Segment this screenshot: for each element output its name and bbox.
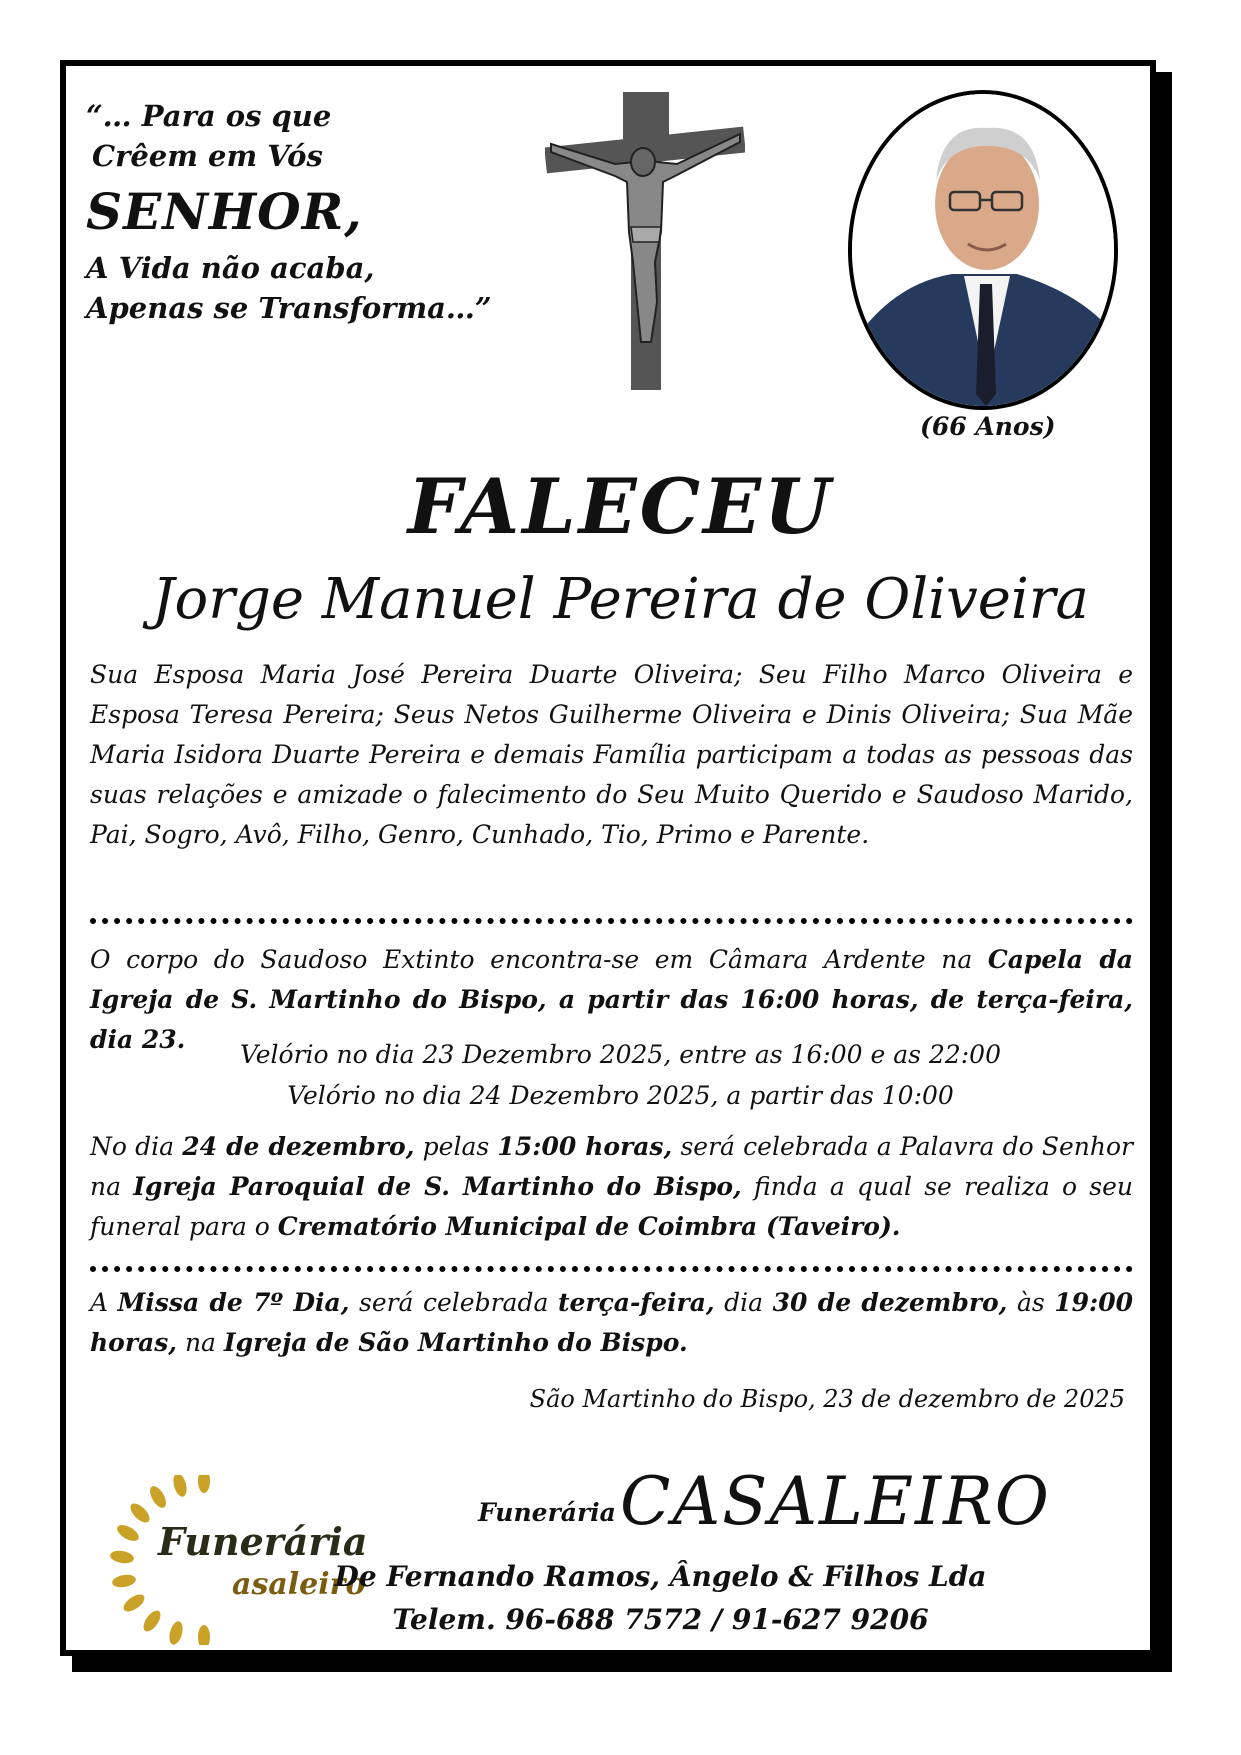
velorio-line: Velório no dia 24 Dezembro 2025, a partir das 10:00 [287,1081,954,1110]
mass-paragraph [90,1283,1133,1363]
funeral-paragraph [90,1127,1133,1247]
wake-intro: O corpo do Saudoso Extinto encontra-se em Câmara Ardente na [90,945,973,974]
age-label: (66 Anos) [920,412,1056,441]
verse-quote [86,96,506,328]
crucifix-icon [545,92,745,392]
verse-line: “… Para os que [86,99,332,133]
mass-text: dia [724,1288,764,1317]
mass-church: Igreja de São Martinho do Bispo. [223,1328,688,1357]
family-paragraph: Sua Esposa Maria José Pereira Duarte Oliveira; Seu Filho Marco Oliveira e Esposa Teresa Pereira; Seus Netos Guilherme Oliveira e Dinis Oliveira; Sua Mãe Maria Isidora Duarte Pereira e demais Família participam a todas as pessoas das suas relações e amizade o falecimento do Seu Muito Querido e Saudoso Marido, Pai, Sogro, Avô, Filho, Genro, Cunhado, Tio, Primo e Parente. [90,660,1133,849]
place-date: São Martinho do Bispo, 23 de dezembro de 2025 [529,1385,1125,1413]
funeral-crematorium: Crematório Municipal de Coimbra (Taveiro). [277,1212,901,1241]
wake-location: Capela da Igreja de S. Martinho do Bispo, a partir das 16:00 horas, de terça-feira, dia 23. [90,945,1134,1054]
funeral-text: finda a qual se realiza o seu funeral para o [90,1172,1134,1241]
funeraria-label: Funerária [478,1498,616,1527]
verse-line: Apenas se Transforma…” [86,291,492,325]
verse-senhor: SENHOR, [86,182,363,241]
mass-text: A [90,1288,109,1317]
mass-time: 19:00 horas, [90,1288,1134,1357]
dotted-divider [90,1266,1133,1272]
dotted-divider [90,918,1133,924]
funeral-time: 15:00 horas, [497,1132,673,1161]
mass-name: Missa de 7º Dia, [117,1288,350,1317]
mass-date: 30 de dezembro, [772,1288,1008,1317]
page-title: FALECEU [407,462,834,551]
person-silhouette-icon [852,94,1114,406]
funeraria-brand: CASALEIRO [620,1463,1051,1540]
funeral-church: Igreja Paroquial de S. Martinho do Bispo, [133,1172,742,1201]
funeral-text: No dia [90,1132,175,1161]
verse-line: A Vida não acaba, [86,251,375,285]
verse-line: Crêem em Vós [92,139,323,173]
mass-text: será celebrada [358,1288,549,1317]
deceased-name: Jorge Manuel Pereira de Oliveira [152,567,1089,632]
funeral-text: será celebrada a Palavra do Senhor na [90,1132,1133,1201]
funeral-date: 24 de dezembro, [182,1132,415,1161]
funeral-text: pelas [422,1132,490,1161]
portrait-photo [848,90,1118,410]
velorio-line: Velório no dia 23 Dezembro 2025, entre as 16:00 e as 22:00 [239,1040,1001,1069]
logo-text: asaleiro [232,1567,366,1602]
funeraria-owner: De Fernando Ramos, Ângelo & Filhos Lda [334,1560,987,1593]
mass-weekday: terça-feira, [557,1288,715,1317]
mass-text: às [1016,1288,1045,1317]
logo-text: Funerária [158,1519,368,1564]
funeraria-phone: Telem. 96-688 7572 / 91-627 9206 [392,1603,929,1636]
mass-text: na [184,1328,216,1357]
